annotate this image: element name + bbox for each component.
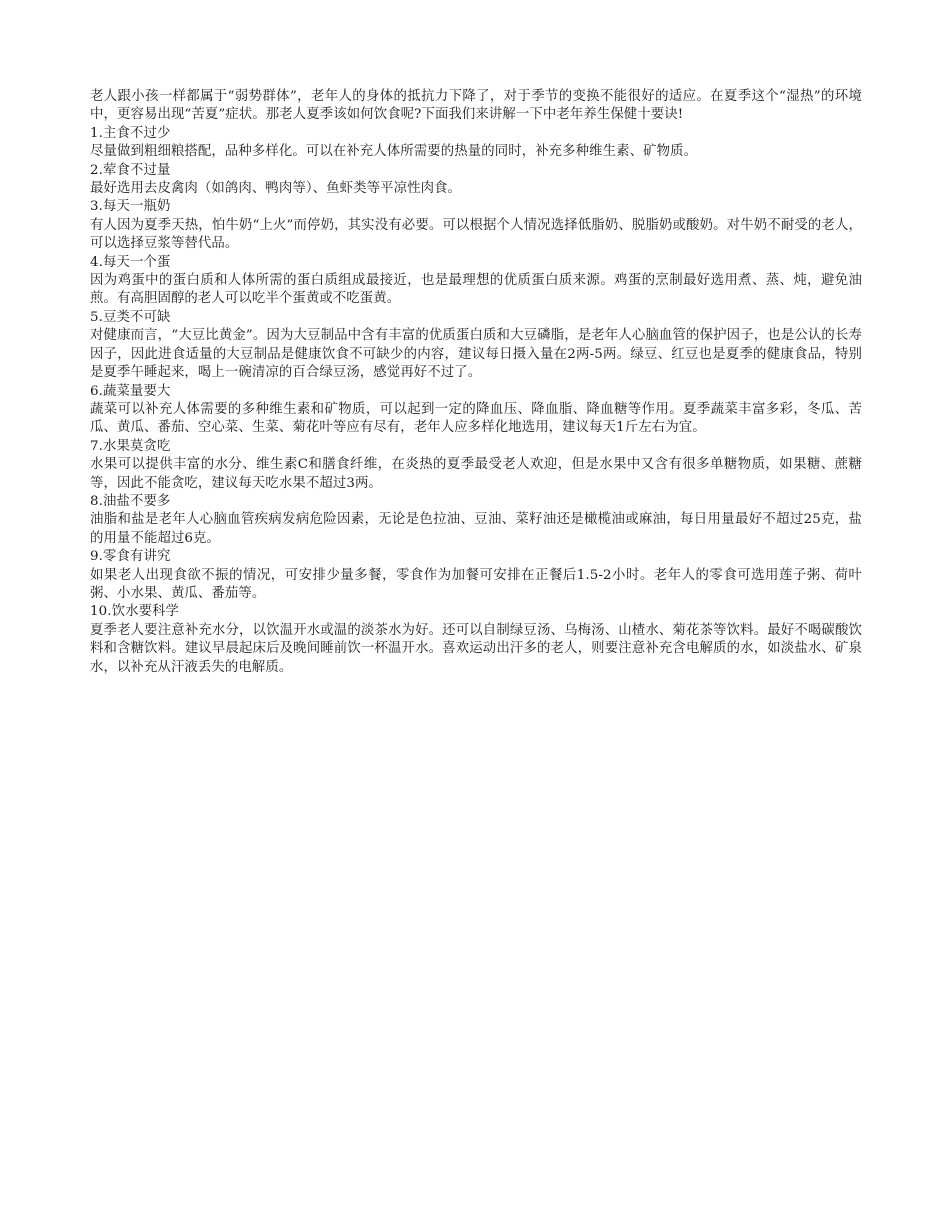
section-heading: 3.每天一瓶奶 (90, 199, 171, 215)
section-6 (90, 383, 862, 438)
section-heading: 6.蔬菜量要大 (90, 383, 171, 399)
section-body: 有人因为夏季天热，怕牛奶“上火”而停奶，其实没有必要。可以根据个人情况选择低脂奶、脱脂奶或酸奶。对牛奶不耐受的老人，可以选择豆浆等替代品。 (90, 217, 862, 252)
section-9 (90, 548, 862, 603)
section-heading: 7.水果莫贪吃 (90, 438, 171, 454)
section-1 (90, 125, 862, 162)
section-body: 对健康而言，“大豆比黄金”。因为大豆制品中含有丰富的优质蛋白质和大豆磷脂，是老年人心脑血管的保护因子，也是公认的长寿因子，因此进食适量的大豆制品是健康饮食不可缺少的内容，建议每日摄入量在2两-5两。绿豆、红豆也是夏季的健康食品，特别是夏季午睡起来，喝上一碗清凉的百合绿豆汤，感觉再好不过了。 (90, 328, 862, 381)
section-3 (90, 198, 862, 253)
section-body: 油脂和盐是老年人心脑血管疾病发病危险因素，无论是色拉油、豆油、菜籽油还是橄榄油或麻油，每日用量最好不超过25克，盐的用量不能超过6克。 (90, 512, 862, 546)
section-heading: 5.豆类不可缺 (90, 309, 171, 325)
section-body: 夏季老人要注意补充水分，以饮温开水或温的淡茶水为好。还可以自制绿豆汤、乌梅汤、山楂水、菊花茶等饮料。最好不喝碳酸饮料和含糖饮料。建议早晨起床后及晚间睡前饮一杯温开水。喜欢运动出汗多的老人，则要注意补充含电解质的水，如淡盐水、矿泉水，以补充从汗液丢失的电解质。 (90, 622, 862, 675)
document-page (90, 88, 862, 677)
section-heading: 10.饮水要科学 (90, 604, 180, 620)
section-body: 蔬菜可以补充人体需要的多种维生素和矿物质，可以起到一定的降血压、降血脂、降血糖等作用。夏季蔬菜丰富多彩，冬瓜、苦瓜、黄瓜、番茄、空心菜、生菜、菊花叶等应有尽有，老年人应多样化地选用，建议每天1斤左右为宜。 (90, 401, 862, 436)
section-body: 最好选用去皮禽肉（如鸽肉、鸭肉等）、鱼虾类等平凉性肉食。 (90, 181, 462, 197)
section-body: 尽量做到粗细粮搭配，品种多样化。可以在补充人体所需要的热量的同时，补充多种维生素、矿物质。 (90, 144, 698, 160)
section-body: 如果老人出现食欲不振的情况，可安排少量多餐，零食作为加餐可安排在正餐后1.5-2小时。老年人的零食可选用莲子粥、荷叶粥、小水果、黄瓜、番茄等。 (90, 567, 862, 601)
section-heading: 8.油盐不要多 (90, 493, 171, 509)
section-10 (90, 603, 862, 677)
section-7 (90, 438, 862, 493)
section-heading: 9.零食有讲究 (90, 549, 171, 565)
section-4 (90, 254, 862, 309)
section-heading: 1.主食不过少 (90, 125, 171, 141)
section-5 (90, 309, 862, 383)
section-heading: 2.荤食不过量 (90, 162, 171, 178)
section-body: 因为鸡蛋中的蛋白质和人体所需的蛋白质组成最接近，也是最理想的优质蛋白质来源。鸡蛋的烹制最好选用煮、蒸、炖，避免油煎。有高胆固醇的老人可以吃半个蛋黄或不吃蛋黄。 (90, 273, 862, 307)
section-2 (90, 162, 862, 199)
section-8 (90, 493, 862, 548)
intro-paragraph: 老人跟小孩一样都属于“弱势群体”，老年人的身体的抵抗力下降了，对于季节的变换不能很好的适应。在夏季这个“湿热”的环境中，更容易出现“苦夏”症状。那老人夏季该如何饮食呢?下面我们来讲解一下中老年养生保健十要诀! (90, 89, 862, 123)
section-body: 水果可以提供丰富的水分、维生素C和膳食纤维，在炎热的夏季最受老人欢迎，但是水果中又含有很多单糖物质，如果糖、蔗糖等，因此不能贪吃，建议每天吃水果不超过3两。 (90, 457, 862, 491)
section-heading: 4.每天一个蛋 (90, 254, 171, 270)
